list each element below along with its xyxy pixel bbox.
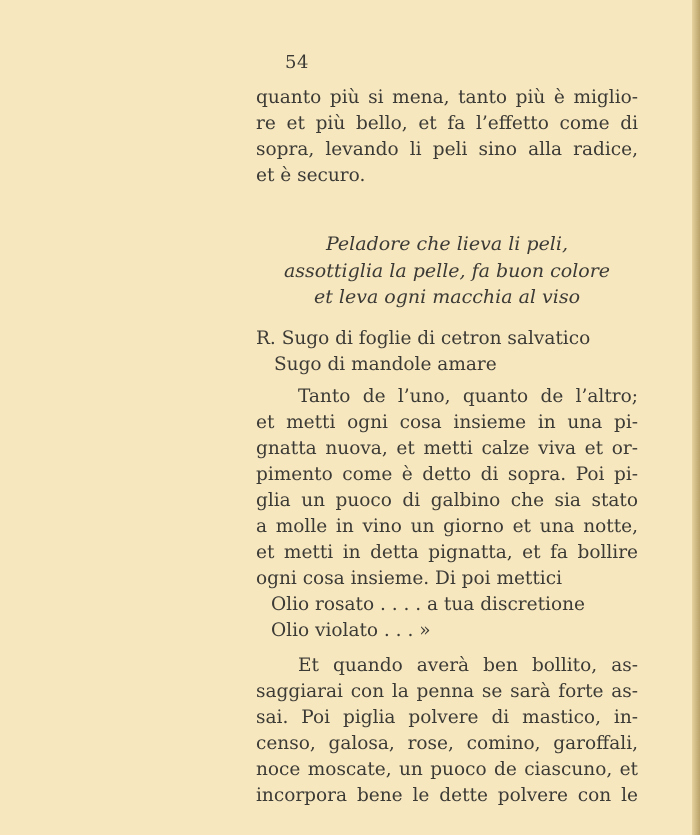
recipe-title-line: Peladore che lieva li peli, bbox=[326, 233, 568, 255]
paragraph-1-line: et è securo. bbox=[256, 165, 366, 186]
paragraph-3-line: saggiarai con la penna se sarà forte as- bbox=[256, 681, 638, 702]
paragraph-2-line: Tanto de l’uno, quanto de l’altro; bbox=[298, 386, 638, 407]
paragraph-3-line: sai. Poi piglia polvere di mastico, in- bbox=[256, 707, 638, 728]
paragraph-1-line: re et più bello, et fa l’effetto come di bbox=[256, 113, 638, 134]
recipe-ingredient-line: Sugo di mandole amare bbox=[274, 354, 497, 375]
page-number: 54 bbox=[285, 52, 309, 73]
paragraph-2-line: glia un puoco di galbino che sia stato bbox=[256, 490, 638, 511]
paragraph-1-line: quanto più si mena, tanto più è miglio- bbox=[256, 87, 638, 108]
paragraph-2-line: et metti in detta pignatta, et fa bollire bbox=[256, 542, 638, 563]
paragraph-2-line: ogni cosa insieme. Di poi mettici bbox=[256, 568, 562, 589]
paragraph-2-line: a molle in vino un giorno et una notte, bbox=[256, 516, 638, 537]
paragraph-3-line: censo, galosa, rose, comino, garoffali, bbox=[256, 733, 638, 754]
oil-line: Olio rosato . . . . a tua discretione bbox=[271, 594, 585, 615]
paragraph-3-line: incorpora bene le dette polvere con le bbox=[256, 785, 638, 806]
paragraph-3-line: noce moscate, un puoco de ciascuno, et bbox=[256, 759, 638, 780]
page-edge-shadow bbox=[692, 0, 700, 835]
recipe-ingredient-line: R. Sugo di foglie di cetron salvatico bbox=[256, 328, 591, 349]
paragraph-2-line: pimento come è detto di sopra. Poi pi- bbox=[256, 464, 638, 485]
paragraph-2-line: et metti ogni cosa insieme in una pi- bbox=[256, 412, 638, 433]
oil-line: Olio violato . . . » bbox=[271, 620, 431, 641]
recipe-title-line: assottiglia la pelle, fa buon colore bbox=[283, 260, 611, 282]
paragraph-1-line: sopra, levando li peli sino alla radice, bbox=[256, 139, 638, 160]
paragraph-2-line: gnatta nuova, et metti calze viva et or- bbox=[256, 438, 638, 459]
paragraph-3-line: Et quando averà ben bollito, as- bbox=[298, 655, 638, 676]
recipe-title-line: et leva ogni macchia al viso bbox=[313, 286, 581, 308]
